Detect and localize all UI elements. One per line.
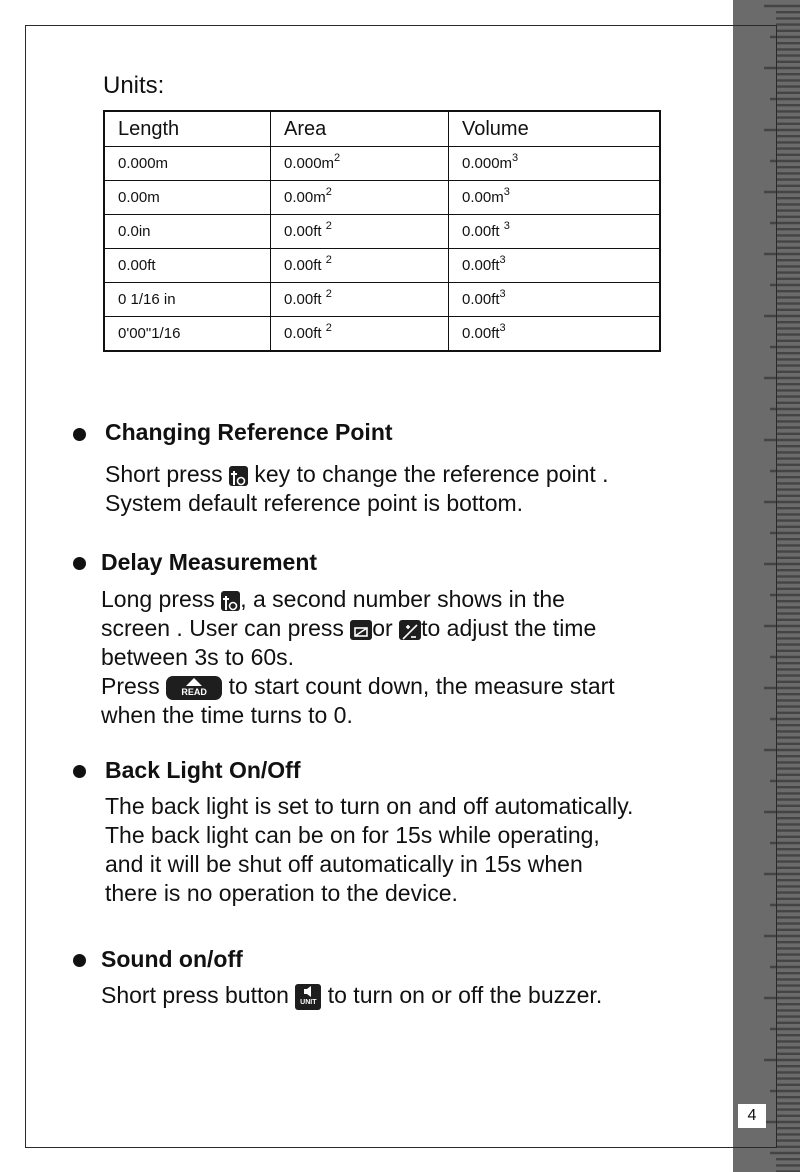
length-cell: 0.00m xyxy=(104,181,271,215)
backlight-line-2: The back light can be on for 15s while operating, xyxy=(105,822,600,848)
sound-line-1: Short press button UNIT to turn on or off the buzzer. xyxy=(101,982,603,1008)
section-title-reference: Changing Reference Point xyxy=(105,419,393,445)
table-row xyxy=(104,181,660,215)
reference-line-1: Short press key to change the reference point . xyxy=(105,461,609,487)
delay-line-5: when the time turns to 0. xyxy=(101,702,353,728)
header-volume: Volume xyxy=(449,111,661,147)
units-title: Units: xyxy=(103,72,165,99)
bullet-icon xyxy=(73,557,86,570)
section-title-delay: Delay Measurement xyxy=(101,549,318,575)
area-cell: 0.00ft $^2$ xyxy=(271,215,449,249)
reference-line-2: System default reference point is bottom. xyxy=(105,490,524,516)
area-cell: 0.00ft $^2$ xyxy=(271,317,449,352)
reference-key-icon xyxy=(221,591,240,611)
unit-key-icon xyxy=(295,984,321,1010)
volume-cell: $0.00ft^3$ xyxy=(449,283,661,317)
section-title-backlight: Back Light On/Off xyxy=(105,757,301,783)
reference-key-icon xyxy=(229,466,248,486)
bullet-icon xyxy=(73,954,86,967)
read-key-label: READ xyxy=(181,686,207,697)
volume-cell: $0.000m^3$ xyxy=(449,147,661,181)
table-row xyxy=(104,215,660,249)
volume-cell: 0.00ft $^3$ xyxy=(449,215,661,249)
units-table-header xyxy=(104,111,660,147)
minus-key-icon xyxy=(350,620,372,640)
backlight-line-4: there is no operation to the device. xyxy=(105,880,458,906)
read-key-icon xyxy=(166,676,222,700)
backlight-line-3: and it will be shut off automatically in 15s when xyxy=(105,851,583,877)
sound-text xyxy=(101,981,602,1010)
table-row xyxy=(104,249,660,283)
length-cell: 0 1/16 in xyxy=(104,283,271,317)
section-title-sound: Sound on/off xyxy=(101,946,243,972)
delay-text xyxy=(101,585,615,730)
area-cell: $0.000m^2$ xyxy=(271,147,449,181)
area-cell: 0.00ft $^2$ xyxy=(271,249,449,283)
delay-line-1: Long press , a second number shows in the xyxy=(101,586,565,612)
units-table xyxy=(103,110,661,352)
header-area: Area xyxy=(271,111,449,147)
backlight-text xyxy=(105,792,633,908)
area-cell: $0.00m^2$ xyxy=(271,181,449,215)
header-length: Length xyxy=(104,111,271,147)
page-number: 4 xyxy=(738,1104,766,1128)
table-row xyxy=(104,317,660,352)
plus-key-icon xyxy=(399,620,421,640)
volume-cell: $0.00ft^3$ xyxy=(449,249,661,283)
bullet-icon xyxy=(73,428,86,441)
area-cell: 0.00ft $^2$ xyxy=(271,283,449,317)
table-row xyxy=(104,283,660,317)
table-row xyxy=(104,147,660,181)
bullet-icon xyxy=(73,765,86,778)
delay-line-2: screen . User can press or to adjust the time xyxy=(101,615,597,641)
volume-cell: $0.00m^3$ xyxy=(449,181,661,215)
backlight-line-1: The back light is set to turn on and off automatically. xyxy=(105,793,634,819)
length-cell: 0'00"1/16 xyxy=(104,317,271,352)
length-cell: 0.00ft xyxy=(104,249,271,283)
delay-line-3: between 3s to 60s. xyxy=(101,644,295,670)
unit-key-label: UNIT xyxy=(300,998,317,1006)
volume-cell: $0.00ft^3$ xyxy=(449,317,661,352)
length-cell: 0.0in xyxy=(104,215,271,249)
delay-line-4: Press READ to start count down, the measure start xyxy=(101,673,615,699)
reference-text xyxy=(105,460,609,518)
length-cell: 0.000m xyxy=(104,147,271,181)
